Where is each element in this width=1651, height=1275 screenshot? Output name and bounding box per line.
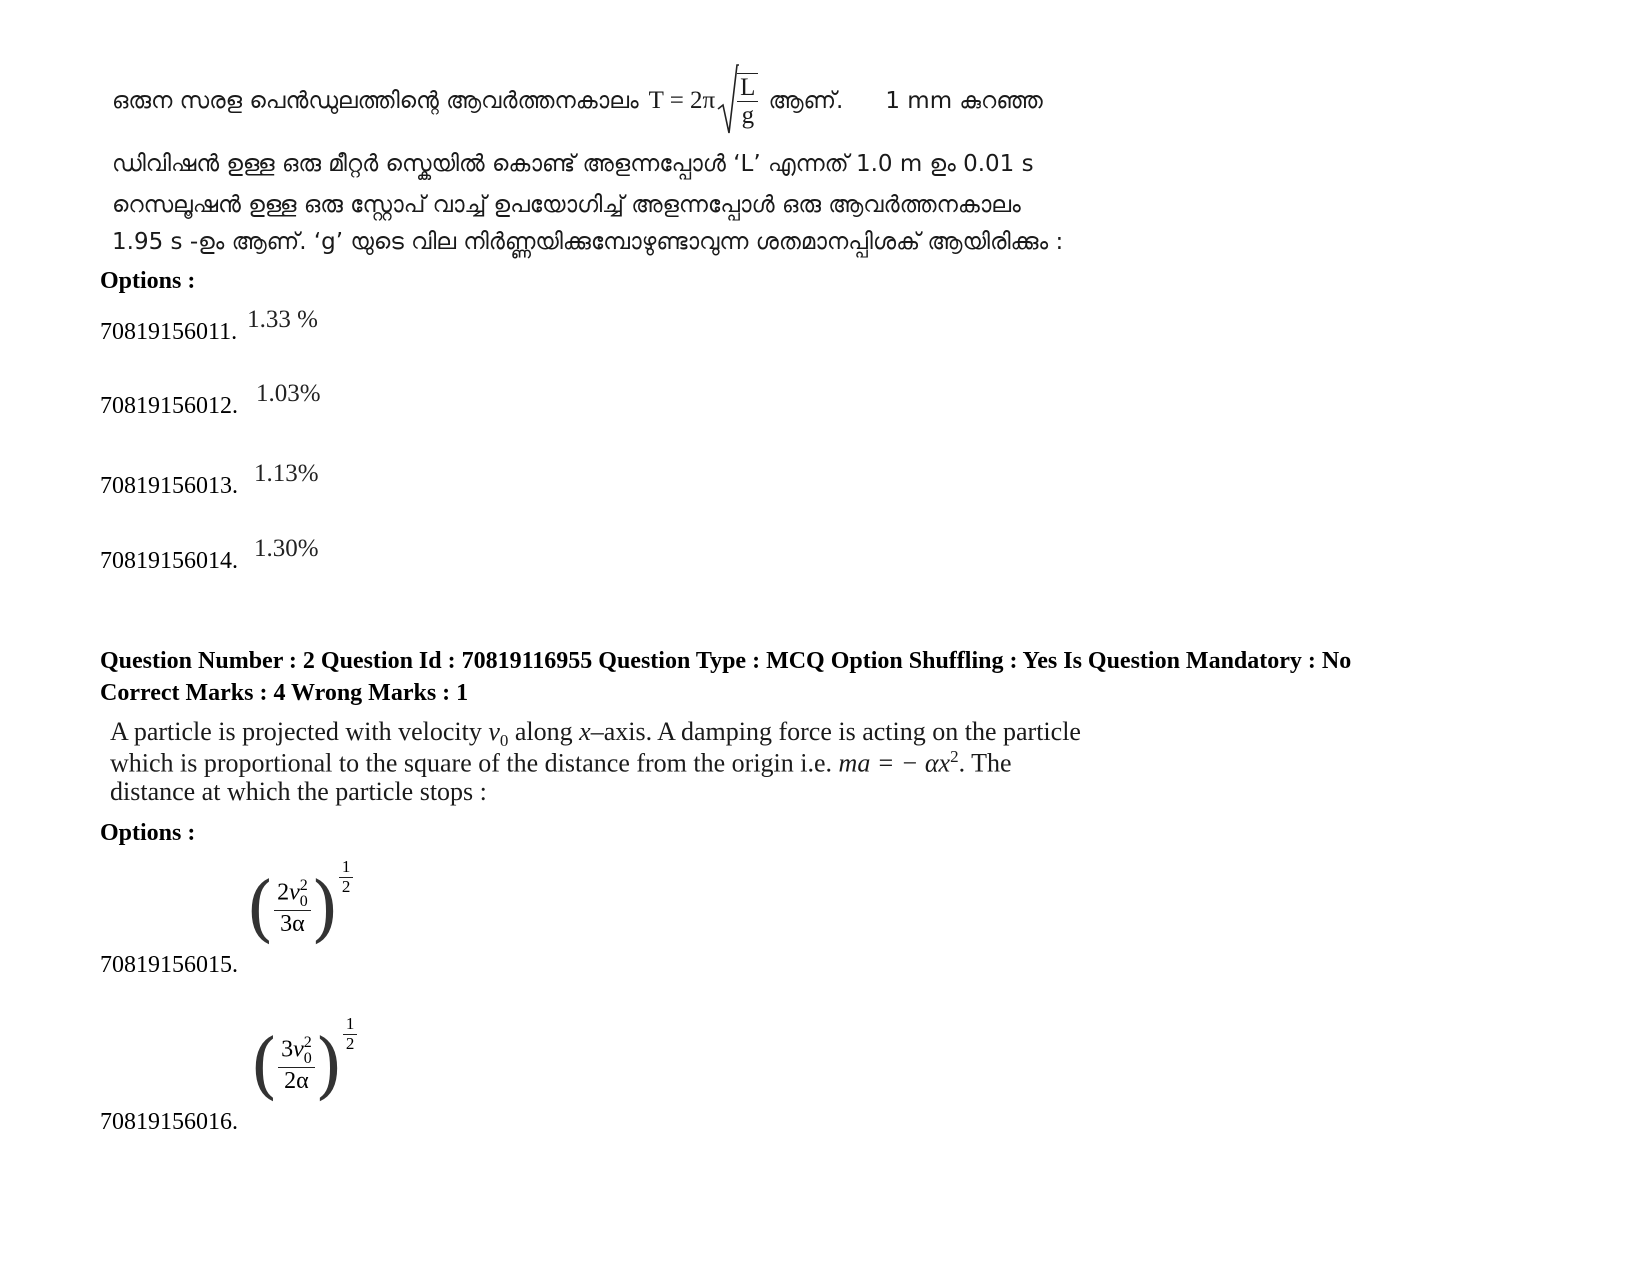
q1-line3: റെസലൂഷൻ ഉള്ള ഒരു സ്റ്റോപ് വാച്ച് ഉപയോഗിച്ച് അളന്നപ്പോൾ ഒരു ആവർത്തനകാലം	[112, 192, 1021, 218]
q1-option-1[interactable]	[100, 306, 318, 345]
q2-eq-sup: 2	[950, 747, 959, 766]
q2-var-x: x	[579, 717, 591, 746]
option-id: 70819156014.	[100, 548, 238, 574]
q1-options-label: Options :	[100, 268, 196, 294]
option-fraction	[274, 878, 311, 937]
q2-var-sub: 0	[499, 731, 509, 751]
q1-formula	[649, 63, 759, 139]
q2-text-1a: A particle is projected with velocity	[110, 717, 482, 746]
frac-den: 2α	[284, 1068, 309, 1095]
option-id: 70819156012.	[100, 393, 238, 419]
q2-header-line2: Correct Marks : 4 Wrong Marks : 1	[100, 680, 469, 706]
q2-option-1[interactable]	[100, 858, 400, 978]
q1-line4: 1.95 s -ഉം ആണ്. ‘g’ യുടെ വില നിർണ്ണയിക്കുമ്പോഴുണ്ടാവുന്ന ശതമാനപ്പിശക് ആയിരിക്കും :	[112, 229, 1064, 255]
q2-text-line2	[110, 747, 1012, 779]
q2-text-1c: –axis. A damping force is acting on the particle	[590, 717, 1081, 746]
q2-option-2[interactable]	[100, 1015, 400, 1135]
exponent-fraction	[339, 858, 354, 896]
exp-den: 2	[345, 1033, 355, 1053]
option-value: 1.13%	[254, 460, 319, 487]
q1-line1-text-b: ആണ്.	[768, 88, 844, 114]
option-value: 1.03%	[256, 380, 321, 407]
frac-sup: 2	[303, 1034, 312, 1052]
option-fraction	[278, 1035, 315, 1094]
q1-line2: ഡിവിഷൻ ഉള്ള ഒരു മീറ്റർ സ്കെയിൽ കൊണ്ട് അളന്നപ്പോൾ ‘L’ എന്നത് 1.0 m ഉം 0.01 s	[112, 151, 1034, 177]
frac-sub: 0	[303, 1050, 312, 1068]
q2-equation: ma = − αx	[838, 748, 951, 778]
q1-line1-text-a: ഒരുന സരള പെൻഡുലത്തിന്റെ ആവർത്തനകാലം	[112, 88, 639, 114]
q2-var-v: v	[488, 717, 500, 746]
frac-sup: 2	[299, 877, 308, 895]
q1-option-4[interactable]	[100, 535, 319, 574]
q1-formula-den: g	[741, 102, 755, 129]
frac-coef: 2	[277, 879, 290, 906]
option-id: 70819156011.	[100, 319, 238, 345]
q2-text-2a: which is proportional to the square of the distance from the origin i.e.	[110, 748, 833, 778]
q1-option-3[interactable]	[100, 460, 319, 499]
option-id: 70819156016.	[100, 1109, 238, 1135]
option-math	[250, 1014, 357, 1107]
exp-num: 1	[343, 1015, 358, 1035]
q1-formula-lhs: T = 2π	[648, 87, 716, 114]
sqrt-symbol-icon	[717, 63, 739, 139]
exponent-fraction	[343, 1015, 358, 1053]
q1-line1	[112, 62, 1043, 140]
option-math	[246, 857, 353, 950]
option-value: 1.30%	[254, 535, 319, 562]
option-id: 70819156013.	[100, 473, 238, 499]
right-paren-icon: )	[310, 866, 339, 950]
exp-den: 2	[341, 876, 351, 896]
frac-coef: 3	[281, 1036, 294, 1063]
q1-option-2[interactable]	[100, 380, 321, 419]
left-paren-icon: (	[246, 866, 275, 950]
right-paren-icon: )	[314, 1023, 343, 1107]
q1-formula-num: L	[737, 74, 758, 103]
q2-text-1b: along	[514, 717, 573, 746]
frac-var: v	[289, 879, 300, 906]
option-value: 1.33 %	[247, 306, 318, 333]
frac-sub: 0	[299, 893, 308, 911]
option-id: 70819156015.	[100, 952, 238, 978]
q2-header-line1: Question Number : 2 Question Id : 70819116955 Question Type : MCQ Option Shuffling : Yes Is Question Mandatory : No	[100, 648, 1352, 674]
q1-line1-text-c: 1 mm കുറഞ്ഞ	[885, 88, 1043, 114]
left-paren-icon: (	[250, 1023, 279, 1107]
q2-options-label: Options :	[100, 820, 196, 846]
q1-formula-fraction	[737, 73, 758, 130]
q2-text-2b: . The	[958, 748, 1012, 778]
frac-var: v	[293, 1036, 304, 1063]
q2-text-line3: distance at which the particle stops :	[110, 777, 487, 806]
frac-den: 3α	[280, 911, 305, 938]
exp-num: 1	[339, 858, 354, 878]
